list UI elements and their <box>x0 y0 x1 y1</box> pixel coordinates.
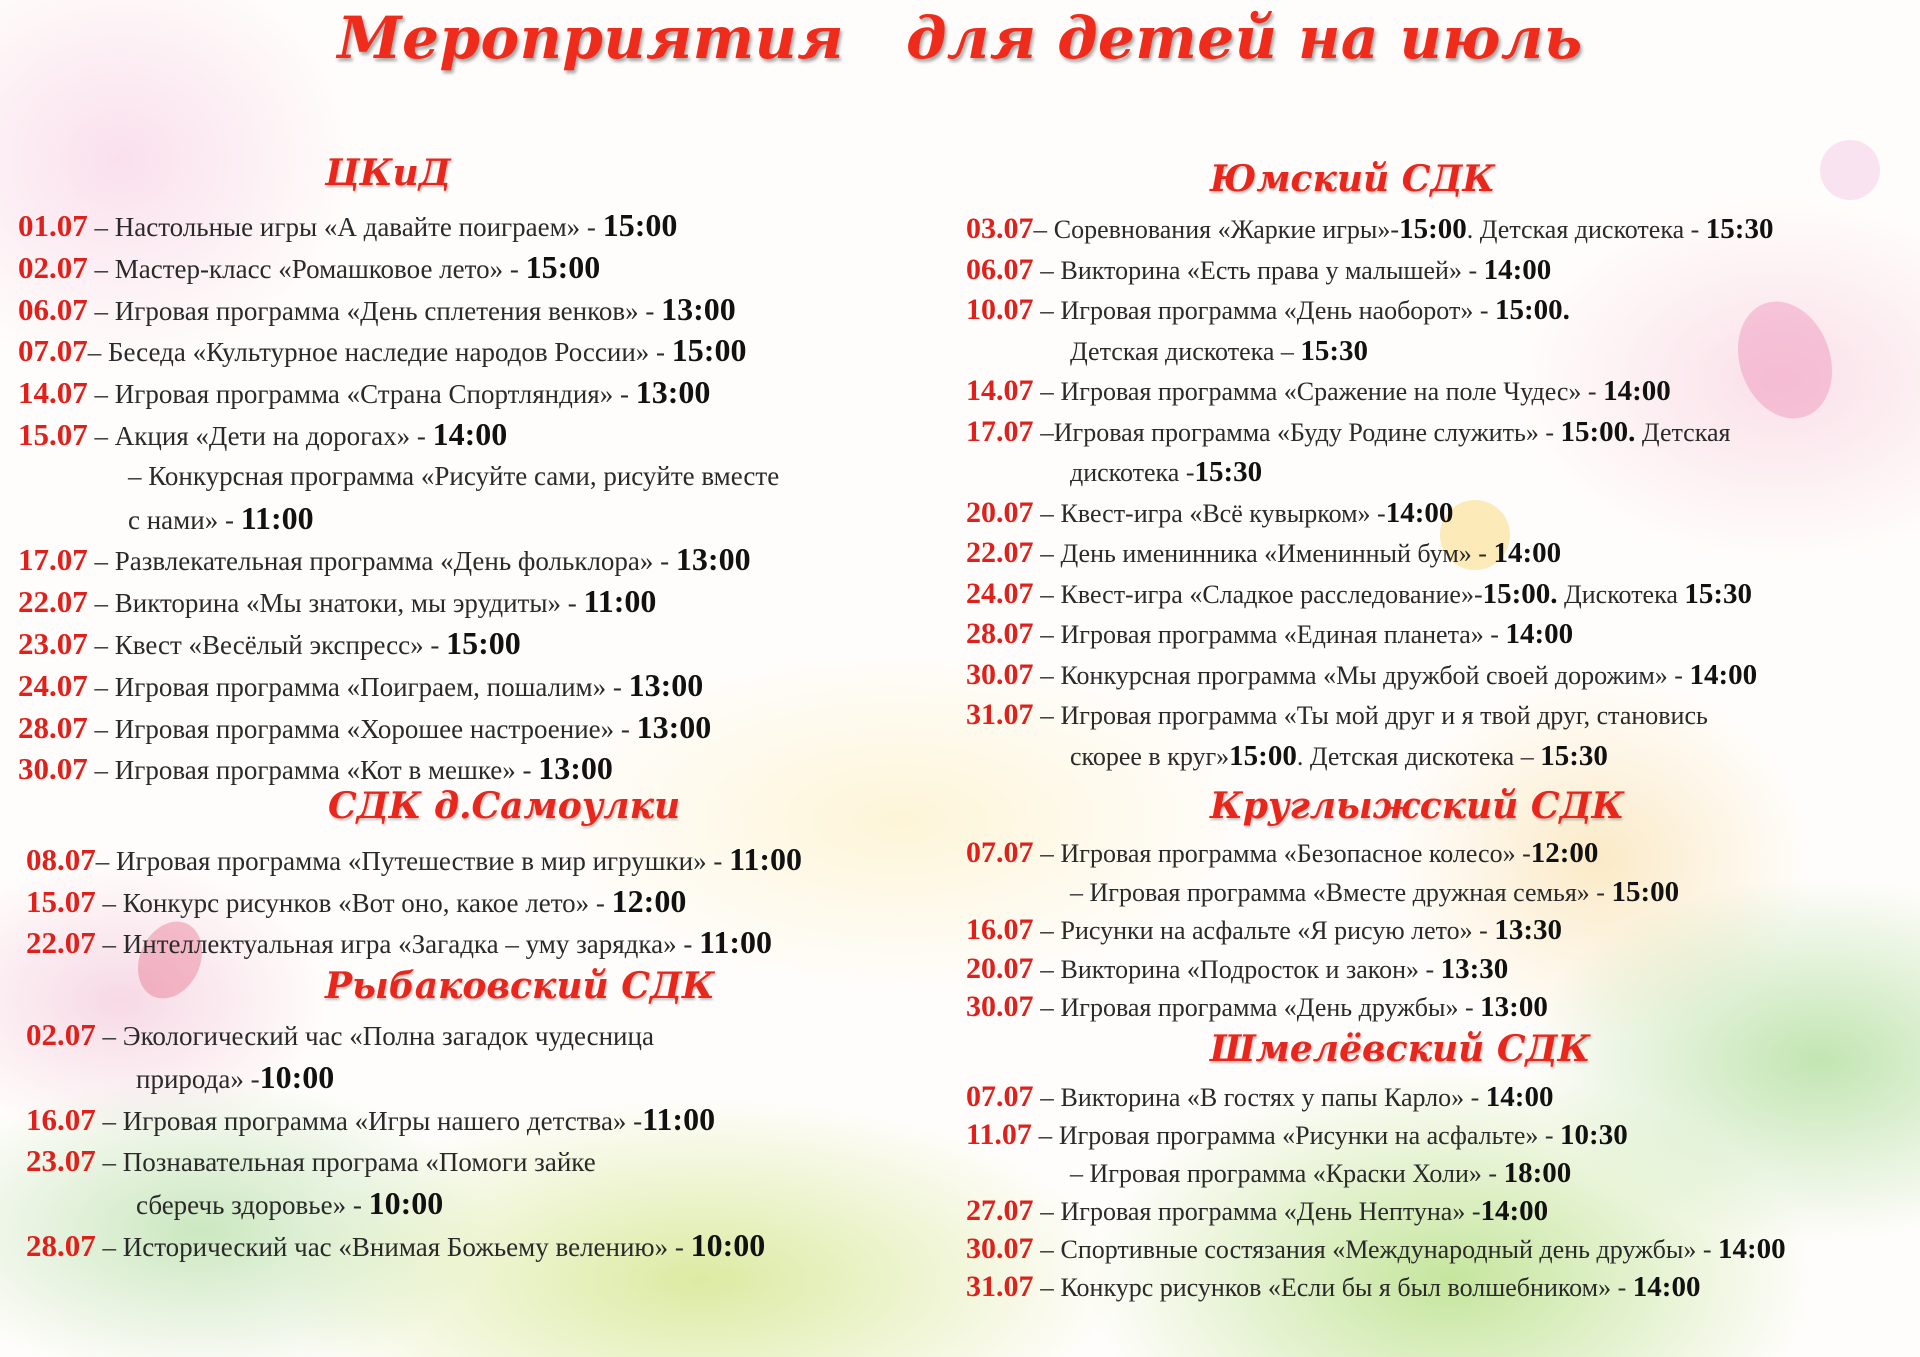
event-dash: – <box>1033 416 1054 447</box>
event-dash: – <box>1033 254 1061 285</box>
event-time: 12:00 <box>1530 837 1599 869</box>
event-title: Развлекательная программа «День фольклора» - <box>114 546 676 577</box>
event-title: Настольные игры «А давайте поиграем» - <box>114 212 603 242</box>
event-row <box>18 626 521 662</box>
event-row <box>966 536 1561 571</box>
event-time: 15:00. <box>1560 415 1636 448</box>
event-title: дискотека - <box>1070 458 1195 487</box>
event-dash: – <box>1033 953 1061 984</box>
event-row-continuation <box>128 501 314 537</box>
event-title: с нами» - <box>128 504 241 535</box>
event-date: 16.07 <box>966 913 1034 946</box>
event-title: Игровая программа «День дружбы» - <box>1060 993 1481 1022</box>
event-date: 11.07 <box>966 1118 1032 1151</box>
decor-butterfly-pink <box>1722 288 1848 432</box>
event-time: 13:00 <box>636 708 712 745</box>
event-extra: . Детская дискотека – <box>1296 741 1541 771</box>
event-row-continuation <box>128 459 779 493</box>
event-title: природа» - <box>136 1064 260 1094</box>
event-title: Игровая программа «Рисунки на асфальте» - <box>1058 1121 1561 1150</box>
event-date: 22.07 <box>966 536 1034 569</box>
event-time: 10:00 <box>259 1059 335 1095</box>
heading-yumsky: Юмский СДК <box>1210 158 1496 200</box>
event-title: Викторина «Мы знатоки, мы эрудиты» - <box>114 588 584 619</box>
event-title: сберечь здоровье» - <box>136 1190 369 1220</box>
event-time: 11:00 <box>583 583 657 620</box>
event-dash: – <box>87 630 115 660</box>
event-time: 14:00 <box>432 416 508 452</box>
event-row <box>966 415 1730 450</box>
event-dash: – <box>1033 1082 1061 1112</box>
event-time: 18:00 <box>1503 1157 1572 1189</box>
event-extra: Дискотека <box>1557 579 1685 609</box>
event-row <box>966 617 1573 652</box>
event-date: 30.07 <box>966 657 1034 691</box>
event-date: 02.07 <box>26 1017 96 1052</box>
event-title: Рисунки на асфальте «Я рисую лето» - <box>1060 916 1495 945</box>
event-dash: – <box>1033 619 1061 649</box>
event-title: Игровая программа «Кот в мешке» - <box>114 755 539 786</box>
event-title: Спортивные состязания «Международный день дружбы» - <box>1060 1235 1718 1264</box>
event-date: 24.07 <box>18 667 88 703</box>
event-row <box>18 208 677 244</box>
event-title: Игровая программа «Ты мой друг и я твой друг, становись <box>1060 701 1708 730</box>
event-time: 13:00 <box>538 750 613 787</box>
event-row <box>966 658 1757 693</box>
event-dash: – <box>95 929 123 959</box>
event-row <box>966 577 1752 612</box>
event-row <box>26 1228 765 1264</box>
event-dash: – <box>1033 1196 1061 1226</box>
event-time: 14:00 <box>1493 537 1562 569</box>
event-title: Викторина «В гостях у папы Карло» - <box>1060 1083 1486 1112</box>
event-date: 03.07 <box>966 212 1034 245</box>
event-row <box>18 751 613 787</box>
event-title: скорее в круг» <box>1070 741 1230 771</box>
event-time: 13:30 <box>1494 914 1562 946</box>
event-time: 15:30 <box>1684 577 1753 610</box>
event-row <box>18 710 711 746</box>
event-row <box>18 584 656 620</box>
event-title: Исторический час «Внимая Божьему велению» - <box>122 1232 691 1262</box>
event-date: 22.07 <box>18 584 88 620</box>
event-dash: – <box>87 421 115 451</box>
heading-samoulki: СДК д.Самоулки <box>328 785 681 827</box>
event-time: 14:00 <box>1385 496 1454 529</box>
event-title: Игровая программа «Буду Родине служить» - <box>1053 417 1561 447</box>
event-dash: – <box>1033 538 1061 568</box>
event-dash: – <box>87 671 115 702</box>
event-dash: – <box>1033 915 1061 945</box>
event-title: Конкурс рисунков «Если бы я был волшебником» - <box>1060 1273 1633 1302</box>
event-dash: – <box>1033 578 1061 609</box>
event-title: – Конкурсная программа «Рисуйте сами, рисуйте вместе <box>128 460 780 491</box>
event-title: Квест «Весёлый экспресс» - <box>114 630 447 660</box>
event-row-continuation <box>1070 334 1368 369</box>
event-row <box>966 374 1671 409</box>
event-title: Игровая программа «Игры нашего детства» - <box>122 1106 643 1136</box>
event-time: 14:00 <box>1485 1081 1554 1113</box>
event-row <box>26 842 802 878</box>
event-dash: – <box>87 212 115 242</box>
event-dash: – <box>95 846 116 876</box>
event-title: Интеллектуальная игра «Загадка – уму зарядка» - <box>122 929 700 959</box>
event-date: 24.07 <box>966 576 1034 610</box>
event-time: 15:30 <box>1705 213 1774 245</box>
event-date: 15.07 <box>26 883 96 919</box>
event-dash: – <box>1033 295 1061 325</box>
event-row <box>18 542 751 578</box>
event-time: 15:00 <box>671 332 747 369</box>
event-date: 31.07 <box>966 1270 1034 1303</box>
event-date: 10.07 <box>966 293 1034 326</box>
event-title: Игровая программа «Безопасное колесо» - <box>1060 839 1531 868</box>
event-date: 31.07 <box>966 698 1034 731</box>
event-row <box>18 668 703 704</box>
event-row <box>26 1144 596 1179</box>
event-dash: – <box>87 379 115 410</box>
heading-ckid: ЦКиД <box>325 152 451 194</box>
event-time: 13:30 <box>1440 952 1509 985</box>
event-time: 10:30 <box>1560 1119 1628 1151</box>
event-row <box>966 698 1708 733</box>
event-dash: – <box>1033 214 1054 244</box>
event-title: Игровая программа «Хорошее настроение» - <box>114 713 637 744</box>
page-title: Мероприятия для детей на июль <box>337 4 1583 72</box>
event-date: 30.07 <box>18 751 88 787</box>
event-dash: – <box>1033 376 1061 406</box>
event-time: 15:30 <box>1300 334 1369 367</box>
event-title: – Игровая программа «Краски Холи» - <box>1070 1159 1504 1188</box>
event-date: 17.07 <box>18 542 88 578</box>
event-date: 07.07 <box>966 1080 1034 1113</box>
event-date: 23.07 <box>18 626 88 661</box>
heading-shmelevsky: Шмелёвский СДК <box>1210 1028 1591 1070</box>
event-time: 15:00 <box>1611 875 1680 908</box>
event-extra: Детская <box>1635 417 1731 447</box>
event-row-continuation <box>1070 455 1262 490</box>
event-date: 14.07 <box>966 374 1034 407</box>
event-row <box>26 1102 715 1138</box>
event-time: 14:00 <box>1480 1195 1549 1227</box>
event-date: 07.07 <box>18 333 88 369</box>
event-dash: – <box>1033 497 1061 528</box>
event-dash: – <box>95 1232 123 1262</box>
event-time: 14:00 <box>1718 1233 1786 1265</box>
event-row-continuation <box>1070 875 1679 910</box>
event-time: 14:00 <box>1689 658 1758 691</box>
event-dash: – <box>87 546 115 577</box>
event-time: 15:00. <box>1482 577 1558 610</box>
event-row <box>966 952 1508 987</box>
event-date: 16.07 <box>26 1102 96 1137</box>
event-date: 17.07 <box>966 414 1034 448</box>
heading-rybakovsky: Рыбаковский СДК <box>325 965 715 1007</box>
event-dash: – <box>1033 659 1061 690</box>
event-title: Соревнования «Жаркие игры»- <box>1053 215 1400 244</box>
event-time: 14:00 <box>1603 375 1671 407</box>
event-title: Конкурсная программа «Мы дружбой своей дорожим» - <box>1060 660 1690 690</box>
event-time: 15:00 <box>602 207 678 243</box>
event-row <box>966 1080 1553 1115</box>
event-row-continuation <box>1070 1156 1571 1191</box>
event-date: 01.07 <box>18 208 88 243</box>
event-date: 20.07 <box>966 495 1034 529</box>
event-date: 08.07 <box>26 842 96 877</box>
event-row <box>18 333 746 369</box>
event-date: 06.07 <box>18 291 88 327</box>
event-time: 15:00 <box>1399 213 1467 245</box>
event-title: Игровая программа «День сплетения венков» - <box>114 295 662 326</box>
event-date: 23.07 <box>26 1143 96 1178</box>
event-date: 30.07 <box>966 990 1034 1023</box>
event-date: 28.07 <box>18 709 88 745</box>
event-time: 15:30 <box>1194 456 1263 488</box>
event-title: Мастер-класс «Ромашковое лето» - <box>114 253 526 284</box>
event-row <box>966 1118 1628 1153</box>
event-date: 14.07 <box>18 375 88 411</box>
event-row <box>966 990 1548 1025</box>
event-title: Конкурс рисунков «Вот оно, какое лето» - <box>122 887 612 918</box>
event-dash: – <box>87 295 115 326</box>
event-time: 14:00 <box>1505 618 1574 650</box>
event-row <box>26 1018 654 1053</box>
event-dash: – <box>1033 992 1061 1022</box>
event-time: 10:00 <box>368 1185 444 1221</box>
event-date: 06.07 <box>966 252 1034 286</box>
event-date: 30.07 <box>966 1232 1034 1265</box>
event-title: Квест-игра «Всё кувырком» - <box>1060 498 1386 528</box>
event-dash: – <box>95 1021 123 1051</box>
event-time: 11:00 <box>642 1101 716 1137</box>
event-title: Игровая программа «Поиграем, пошалим» - <box>114 671 629 702</box>
event-date: 07.07 <box>966 836 1034 869</box>
event-row-continuation <box>136 1186 443 1222</box>
event-time: 13:00 <box>661 290 736 327</box>
event-dash: – <box>95 1147 123 1177</box>
event-time: 15:00. <box>1494 294 1570 326</box>
event-date: 22.07 <box>26 925 96 960</box>
event-row <box>966 1194 1548 1229</box>
event-title: Экологический час «Полна загадок чудесница <box>122 1021 654 1051</box>
event-title: Беседа «Культурное наследие народов России» - <box>108 337 672 368</box>
event-row <box>966 1270 1700 1305</box>
event-row <box>966 496 1453 531</box>
heading-kruglyzh: Круглыжский СДК <box>1210 785 1625 827</box>
event-dash: – <box>1033 700 1061 730</box>
event-dash: – <box>87 588 115 619</box>
event-dash: – <box>87 337 108 368</box>
event-date: 27.07 <box>966 1194 1034 1227</box>
event-title: Викторина «Есть права у малышей» - <box>1060 255 1484 285</box>
event-time: 12:00 <box>611 882 687 919</box>
event-dash: – <box>87 755 115 786</box>
event-time: 11:00 <box>240 499 314 536</box>
event-dash: – <box>1033 1234 1061 1264</box>
event-dash: – <box>1033 838 1061 868</box>
event-date: 28.07 <box>26 1228 96 1263</box>
event-title: Игровая программа «Сражение на поле Чудес» - <box>1060 377 1604 406</box>
event-date: 20.07 <box>966 951 1034 985</box>
event-title: Игровая программа «Единая планета» - <box>1060 620 1506 649</box>
event-row <box>18 250 600 286</box>
event-time: 10:00 <box>690 1227 766 1263</box>
event-time: 14:00 <box>1632 1271 1701 1303</box>
event-title: Игровая программа «День Нептуна» - <box>1060 1197 1481 1226</box>
event-row <box>18 375 710 411</box>
event-date: 15.07 <box>18 417 88 452</box>
event-row-continuation <box>136 1060 334 1096</box>
event-row <box>18 417 507 453</box>
event-row <box>18 292 736 328</box>
event-time: 15:00 <box>1229 739 1297 772</box>
event-date: 02.07 <box>18 249 88 285</box>
decor-bubble <box>1820 140 1880 200</box>
event-time: 13:00 <box>675 541 751 578</box>
event-extra: . Детская дискотека - <box>1466 215 1706 244</box>
event-title: Игровая программа «День наоборот» - <box>1060 296 1495 325</box>
event-time: 15:00 <box>525 248 601 285</box>
event-dash: – <box>1033 1272 1061 1302</box>
event-row <box>966 1232 1786 1267</box>
event-row <box>966 293 1570 328</box>
event-row <box>966 253 1551 288</box>
event-time: 15:30 <box>1540 739 1608 772</box>
event-time: 11:00 <box>699 924 772 960</box>
event-date: 28.07 <box>966 617 1034 650</box>
event-time: 13:00 <box>628 666 704 703</box>
event-row <box>966 913 1562 948</box>
event-time: 15:00 <box>446 625 521 661</box>
event-row <box>26 884 686 920</box>
event-title: Игровая программа «Путешествие в мир игрушки» - <box>116 846 730 876</box>
event-time: 11:00 <box>729 841 802 877</box>
event-title: Детская дискотека – <box>1070 336 1301 366</box>
event-dash: – <box>1031 1120 1059 1150</box>
event-title: Познавательная програма «Помоги зайке <box>122 1147 596 1177</box>
event-time: 14:00 <box>1483 253 1552 286</box>
event-title: Квест-игра «Сладкое расследование»- <box>1060 579 1483 609</box>
event-row-continuation <box>1070 739 1608 774</box>
event-title: Акция «Дети на дорогах» - <box>114 421 433 451</box>
event-dash: – <box>95 1106 123 1136</box>
event-title: – Игровая программа «Вместе дружная семья» - <box>1070 877 1612 907</box>
event-time: 13:00 <box>1480 991 1548 1023</box>
event-row <box>966 836 1598 871</box>
event-title: День именинника «Именинный бум» - <box>1060 539 1494 568</box>
event-title: Игровая программа «Страна Спортляндия» - <box>114 379 636 410</box>
event-row <box>26 925 772 961</box>
event-dash: – <box>87 253 115 284</box>
event-time: 13:00 <box>635 374 711 411</box>
event-dash: – <box>87 713 115 744</box>
event-row <box>966 212 1773 247</box>
event-title: Викторина «Подросток и закон» - <box>1060 954 1441 984</box>
event-dash: – <box>95 887 123 918</box>
